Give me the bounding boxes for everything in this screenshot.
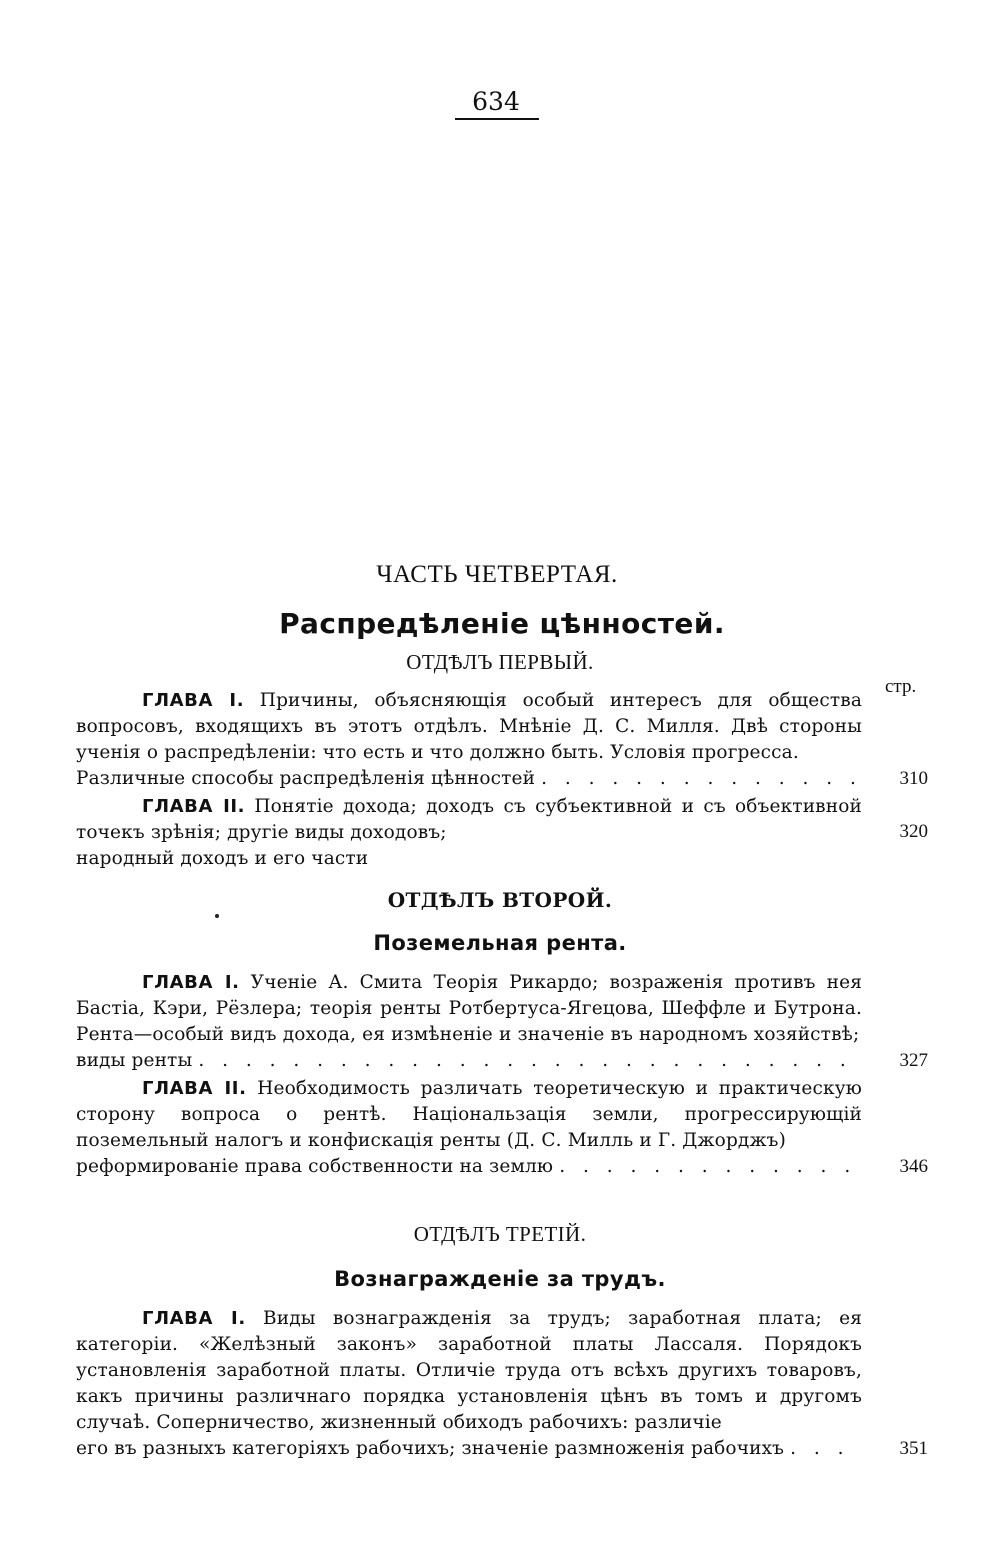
chapter-text-end: виды ренты	[76, 1050, 193, 1071]
chapter-text: Причины, объясняющія особый интересъ для общества вопросовъ, входящихъ въ этотъ отдѣлъ. Мнѣніе Д. С. Милля. Двѣ стороны ученія о распредѣленіи: что есть и что должно быть. Условія прогресса.	[76, 690, 863, 763]
toc-entry	[76, 1306, 862, 1462]
chapter-label: ГЛАВА II.	[142, 796, 246, 817]
chapter-label: ГЛАВА I.	[142, 1308, 246, 1329]
chapter-last-line	[76, 1048, 862, 1074]
toc-entry	[76, 688, 862, 792]
chapter-label: ГЛАВА I.	[142, 972, 240, 993]
chapter-last-line	[76, 1154, 862, 1180]
chapter-text-end: народный доходъ и его части	[76, 848, 369, 869]
ink-speck	[215, 914, 219, 918]
part-title: ЧАСТЬ ЧЕТВЕРТАЯ.	[376, 561, 618, 588]
chapter-label: ГЛАВА II.	[142, 1078, 247, 1099]
page-number-underline	[455, 118, 539, 120]
chapter-text: Понятіе дохода; доходъ съ субъективной и съ объективной точекъ зрѣнія; другіе виды доходовъ;	[76, 796, 862, 843]
toc-page-number: 351	[899, 1438, 928, 1459]
page-column-label: стр.	[885, 676, 917, 697]
page-number: 634	[472, 87, 520, 116]
section-heading: ОТДѢЛЪ ВТОРОЙ.	[387, 888, 613, 912]
dot-leaders	[559, 1154, 862, 1180]
chapter-last-line	[76, 766, 862, 792]
toc-page-number: 327	[899, 1050, 928, 1071]
chapter-text: Необходимость различать теоретическую и практическую сторону вопроса о рентѣ. Національзація земли, прогрессирующій поземельный налогъ и конфискація ренты (Д. С. Милль и Г. Джорджъ)	[76, 1078, 862, 1151]
section-heading: ОТДѢЛЪ ПЕРВЫЙ.	[406, 650, 594, 674]
chapter-last-line	[76, 1436, 862, 1462]
chapter-text-end: его въ разныхъ категоріяхъ рабочихъ; значеніе размноженія рабочихъ	[76, 1438, 785, 1459]
chapter-text-end: реформированіе права собственности на землю	[76, 1156, 554, 1177]
chapter-text: Ученіе А. Смита Теорія Рикардо; возраженія противъ нея Бастіа, Кэри, Рёзлера; теорія ренты Ротбертуса-Ягецова, Шеффле и Бутрона. Рента—особый видъ дохода, ея измѣненіе и значеніе въ народномъ хозяйствѣ;	[76, 972, 863, 1045]
toc-page-number: 310	[899, 768, 928, 789]
chapter-text: Виды вознагражденія за трудъ; заработная плата; ея категоріи. «Желѣзный законъ» заработной платы Лассаля. Порядокъ установленія заработной платы. Отличіе труда отъ всѣхъ другихъ товаровъ, какъ причины различнаго порядка установленія цѣнъ въ томъ и другомъ случаѣ. Соперничество, жизненный обиходъ рабочихъ: различіе	[76, 1308, 863, 1433]
chapter-label: ГЛАВА I.	[142, 690, 245, 711]
toc-entry	[76, 970, 862, 1074]
toc-entry	[76, 794, 862, 872]
toc-entry	[76, 1076, 862, 1180]
chapter-text-end: Различные способы распредѣленія цѣнностей	[76, 768, 536, 789]
chapter-last-line	[76, 846, 862, 872]
section-subtitle: Вознагражденіе за трудъ.	[334, 1267, 666, 1291]
dot-leaders	[790, 1436, 862, 1462]
section-subtitle: Поземельная рента.	[373, 931, 627, 955]
toc-page-number: 346	[899, 1156, 928, 1177]
toc-page-number: 320	[899, 821, 928, 842]
dot-leaders	[541, 766, 862, 792]
section-heading: ОТДѢЛЪ ТРЕТІЙ.	[413, 1222, 587, 1246]
part-subtitle: Распредѣленіе цѣнностей.	[279, 607, 725, 640]
dot-leaders	[198, 1048, 862, 1074]
